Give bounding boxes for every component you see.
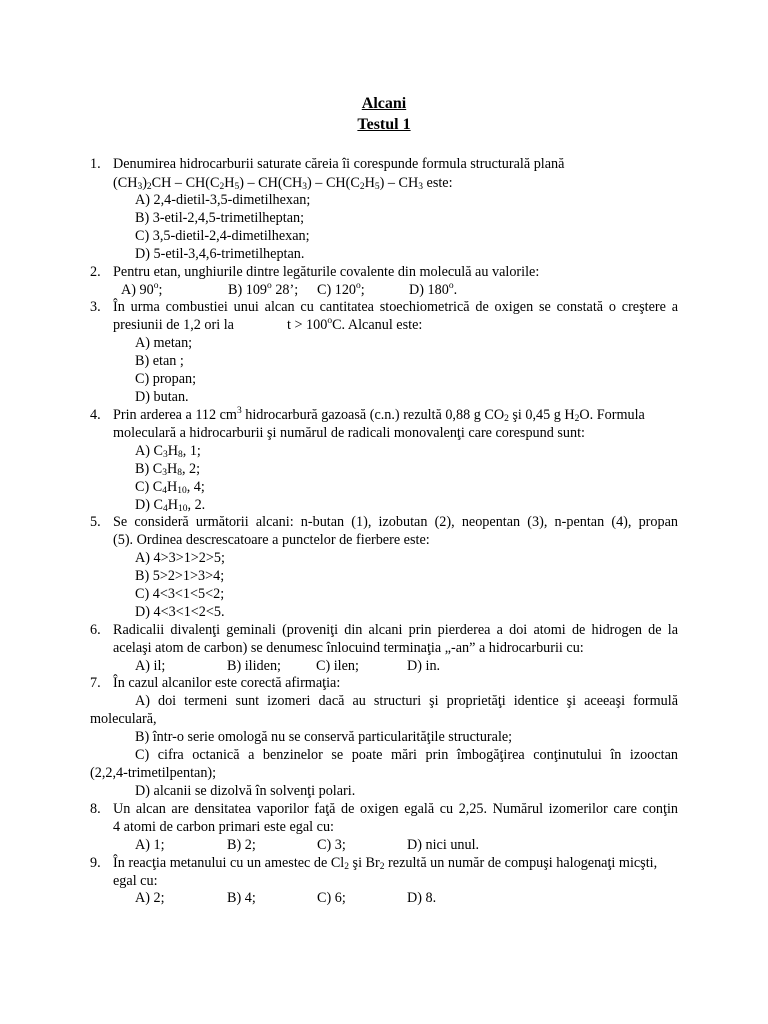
question-number: 6. [90,622,101,638]
question-number: 9. [90,855,101,871]
question-text: Prin arderea a 112 $cm^3$ hidrocarbură gazoasă (c.n.) rezultă 0,88 g $CO_2$ şi 0,45 g $H_2O$. Formula [113,406,645,424]
answer-option: D) 5-etil-3,4,6-trimetilheptan. [135,246,305,262]
answer-option: B) iliden; [227,658,281,674]
answer-option: B) 5>2>1>3>4; [135,568,225,584]
answer-option: C) 6; [317,890,346,906]
question-number: 3. [90,299,101,315]
question-text: Se consideră următorii alcani: n-butan (1), izobutan (2), neopentan (3), n-pentan (4), propan [113,514,678,530]
structural-formula: $(CH_3)_2CH - CH(C_2H_5) - CH(CH_3) - CH(C_2H_5) - CH_3$ este: [113,175,453,192]
question-text: Pentru etan, unghiurile dintre legăturile covalente din moleculă au valorile: [113,264,540,280]
question-text-cont: moleculară a hidrocarburii şi numărul de radicali monovalenţi care corespund sunt: [113,425,585,441]
answer-option: C) 3; [317,837,346,853]
question-text: Radicalii divalenţi geminali (proveniţi din alcani prin pierderea a doi atomi de hidrogen de la [113,622,678,638]
answer-option: D) 8. [407,890,437,906]
page-subtitle: Testul 1 [357,116,411,133]
question-number: 4. [90,407,101,423]
answer-option: A) 90$^o$; [121,281,163,298]
question-text-cont: presiunii de 1,2 ori la [113,317,234,333]
question-text: În urma combustiei unui alcan cu cantitatea stoechiometrică de oxigen se constată o creştere a [113,299,678,315]
question-number: 2. [90,264,101,280]
answer-option: C) $C_4H_{10}$, 4; [135,479,205,496]
answer-option-cont: moleculară, [90,711,157,727]
question-text: În cazul alcanilor este corectă afirmaţia: [113,675,341,691]
answer-option: A) il; [135,658,166,674]
answer-option: A) 2,4-dietil-3,5-dimetilhexan; [135,192,311,208]
answer-option: C) propan; [135,371,197,387]
answer-option: A) 1; [135,837,165,853]
question-text: Un alcan are densitatea vaporilor faţă de oxigen egală cu 2,25. Numărul izomerilor care conţin [113,801,678,817]
answer-option: C) 4<3<1<5<2; [135,586,225,602]
answer-option: A) $C_3H_8$, 1; [135,443,201,460]
question-text: În reacţia metanului cu un amestec de $Cl_2$ şi $Br_2$ rezultă un număr de compuşi halogenaţi micşti, [113,855,658,872]
question-text-cont: acelaşi atom de carbon) se denumesc înlocuind terminaţia „-an” a hidrocarburii cu: [113,640,584,656]
answer-option: A) 2; [135,890,165,906]
answer-option: D) alcanii se dizolvă în solvenţi polari. [135,783,356,799]
answer-option: B) 2; [227,837,256,853]
answer-option: C) 3,5-dietil-2,4-dimetilhexan; [135,228,310,244]
answer-option: A) 4>3>1>2>5; [135,550,225,566]
answer-option: B) într-o serie omologă nu se conservă particularităţile structurale; [135,729,513,745]
question-text-cont: 4 atomi de carbon primari este egal cu: [113,819,335,835]
answer-option: B) 4; [227,890,256,906]
answer-option: B) 109$^o$ 28’; [228,281,299,298]
answer-option: C) ilen; [316,658,359,674]
question-text-cont: (5). Ordinea descrescatoare a punctelor de fierbere este: [113,532,430,548]
answer-option: B) etan ; [135,353,184,369]
page-title: Alcani [361,95,407,112]
answer-option: D) nici unul. [407,837,480,853]
answer-option: B) $C_3H_8$, 2; [135,461,201,478]
question-text-cont: $t > 100^oC$. Alcanul este: [287,316,423,333]
answer-option: A) metan; [135,335,193,351]
answer-option: C) 120$^o$; [317,281,365,298]
question-number: 8. [90,801,101,817]
answer-option: A) doi termeni sunt izomeri dacă au structuri şi proprietăţi identice şi aceeaşi formulă [135,693,678,709]
answer-option: D) in. [407,658,441,674]
question-number: 7. [90,675,101,691]
answer-option: B) 3-etil-2,4,5-trimetilheptan; [135,210,305,226]
question-number: 1. [90,156,101,172]
answer-option: D) 180$^o$. [409,281,458,298]
question-text: Denumirea hidrocarburii saturate căreia îi corespunde formula structurală plană [113,156,565,172]
answer-option: D) $C_4H_{10}$, 2. [135,497,206,514]
question-text-cont: egal cu: [113,873,158,889]
answer-option: D) 4<3<1<2<5. [135,604,225,620]
question-number: 5. [90,514,101,530]
answer-option-cont: (2,2,4-trimetilpentan); [90,765,217,781]
answer-option: C) cifra octanică a benzinelor se poate mări prin îmbogăţirea conţinutului în izooctan [135,747,678,763]
answer-option: D) butan. [135,389,189,405]
